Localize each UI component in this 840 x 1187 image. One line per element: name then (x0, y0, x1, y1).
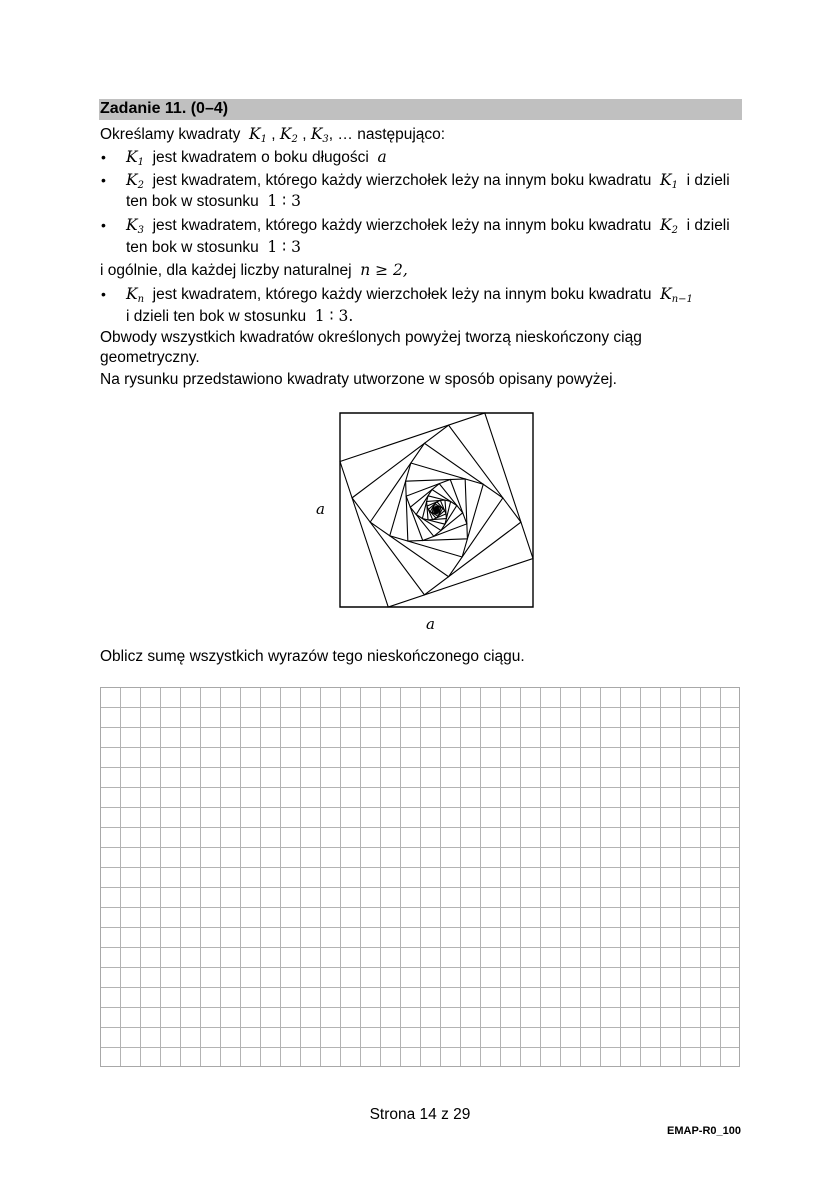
figure-label-side: a (316, 500, 325, 518)
bullet-3-line2: ten bok w stosunku 1 ∶ 3 (126, 238, 301, 256)
square-k26 (436, 510, 437, 511)
bullet-2: • (101, 172, 106, 188)
bullet-n-line2: i dzieli ten bok w stosunku 1 ∶ 3. (126, 307, 354, 325)
bullet-n: • (101, 286, 106, 302)
bullet-1: • (101, 149, 106, 165)
page-number: Strona 14 z 29 (369, 1106, 471, 1123)
bullet-2-text: $K_2$ jest kwadratem, którego każdy wierzchołek leży na innym boku kwadratu $K_1$ i dzieli (126, 171, 730, 191)
paragraph-2: Na rysunku przedstawiono kwadraty utworzone w sposób opisany powyżej. (100, 371, 617, 388)
intro-line: Określamy kwadraty $K_1$ , $K_2$ , $K_3$, … następująco: (100, 125, 446, 145)
nested-squares-figure (300, 400, 560, 640)
answer-grid[interactable] (100, 687, 740, 1067)
task-header (99, 99, 742, 120)
exam-code: EMAP-R0_100 (667, 1125, 741, 1137)
bullet-3-text: $K_3$ jest kwadratem, którego każdy wierzchołek leży na innym boku kwadratu $K_2$ i dzieli (126, 216, 730, 236)
task-title: Zadanie 11. (0–4) (100, 100, 229, 117)
bullet-3: • (101, 217, 106, 233)
question-text: Oblicz sumę wszystkich wyrazów tego nieskończonego ciągu. (100, 648, 525, 665)
paragraph-1b: geometryczny. (100, 349, 200, 366)
general-line: i ogólnie, dla każdej liczby naturalnej n ≥ 2, (100, 261, 408, 279)
nested-squares-svg (300, 400, 560, 640)
figure-label-bottom: a (426, 615, 435, 633)
paragraph-1: Obwody wszystkich kwadratów określonych powyżej tworzą nieskończony ciąg (100, 329, 642, 346)
bullet-n-text: $K_n$ jest kwadratem, którego każdy wierzchołek leży na innym boku kwadratu $K_{n-1}$ (126, 285, 693, 305)
bullet-2-line2: ten bok w stosunku 1 ∶ 3 (126, 192, 301, 210)
bullet-1-text: $K_1$ jest kwadratem o boku długości a (126, 148, 387, 168)
